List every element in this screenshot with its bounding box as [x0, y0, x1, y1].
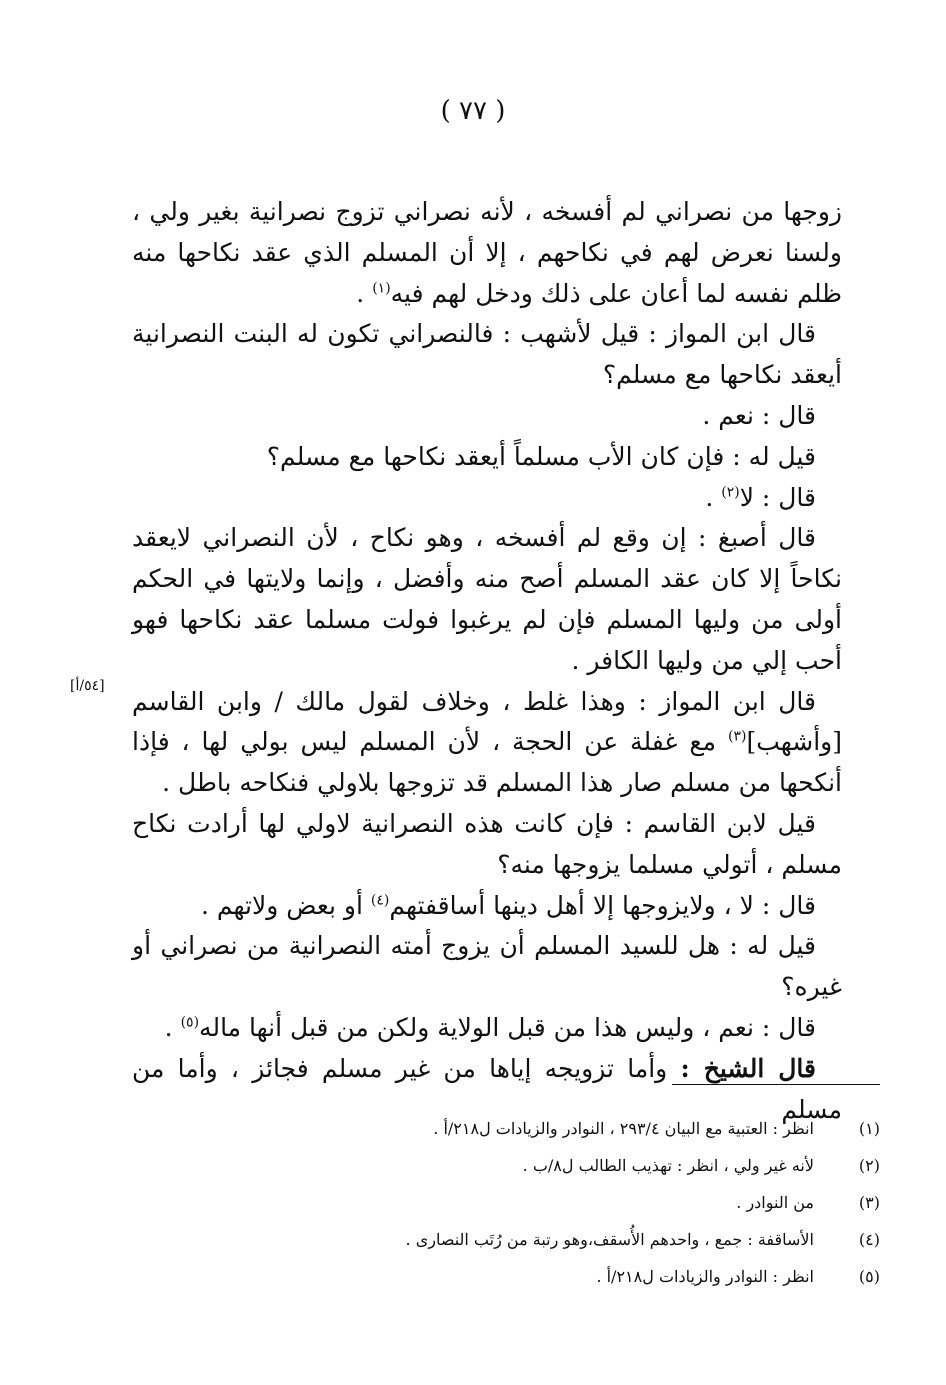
paragraph-text: مع غفلة عن الحجة ، لأن المسلم ليس بولي لها ، فإذا أنكحها من مسلم صار هذا المسلم قد تزوجها بلاولي فنكاحه باطل .	[132, 727, 842, 798]
margin-folio-note: [٥٤/أ]	[70, 678, 105, 694]
footnote-item	[180, 1221, 880, 1258]
paragraph-11	[132, 1008, 842, 1049]
footnote-item	[180, 1110, 880, 1147]
footnote-text: انظر : العتبية مع البيان ٢٩٣/٤ ، النوادر والزيادات ل٢١٨/أ .	[433, 1119, 814, 1138]
paragraph-text: زوجها من نصراني لم أفسخه ، لأنه نصراني تزوج نصرانية بغير ولي ، ولسنا نعرض لهم في نكاحهم ، إلا أن المسلم الذي عقد نكاحها منه ظلم نفسه لما أعان على ذلك ودخل لهم فيه	[132, 197, 842, 308]
footnote-text: انظر : النوادر والزيادات ل٢١٨/أ .	[596, 1267, 814, 1286]
paragraph-2: قال ابن المواز : قيل لأشهب : فالنصراني تكون له البنت النصرانية أيعقد نكاحها مع مسلم؟	[132, 319, 842, 390]
paragraph-9	[132, 886, 842, 927]
paragraph-text: أو بعض ولاتهم .	[201, 890, 371, 920]
paragraph-tail: .	[705, 482, 722, 512]
paragraph-4: قيل له : فإن كان الأب مسلماً أيعقد نكاحها مع مسلم؟	[266, 441, 816, 471]
paragraph-5	[132, 478, 842, 519]
footnote-text: لأنه غير ولي ، انظر : تهذيب الطالب ل٨/ب .	[522, 1156, 814, 1175]
paragraph-10: قيل له : هل للسيد المسلم أن يزوج أمته النصرانية من نصراني أو غيره؟	[132, 931, 842, 1002]
paragraph-1	[132, 192, 842, 314]
footnote-ref[interactable]: (٣)	[727, 729, 747, 746]
paragraph-text: قال : نعم ، وليس هذا من قبل الولاية ولكن من قبل أنها ماله	[199, 1012, 816, 1042]
footnote-text: من النوادر .	[736, 1193, 814, 1212]
paragraph-tail: .	[356, 278, 373, 308]
paragraph-tail: .	[164, 1012, 181, 1042]
footnote-number: (٢)	[858, 1156, 880, 1175]
paragraph-text: قال : لا ، ولايزوجها إلا أهل دينها أساقفتهم	[389, 890, 816, 920]
paragraph-text: قال ابن المواز : وهذا غلط ، وخلاف لقول مالك / وابن القاسم [وأشهب]	[132, 686, 842, 757]
footnote-item	[180, 1258, 880, 1295]
paragraph-text: وأما تزويجه إياها من غير مسلم فجائز ، وأما من مسلم	[132, 1053, 842, 1124]
footnote-item	[180, 1147, 880, 1184]
paragraph-7	[132, 682, 842, 804]
main-text	[132, 192, 842, 1130]
footnote-separator	[672, 1084, 880, 1085]
speaker-label: قال الشيخ :	[680, 1053, 817, 1083]
footnote-number: (٥)	[858, 1267, 880, 1286]
footnotes	[180, 1110, 880, 1295]
footnote-ref[interactable]: (٢)	[721, 484, 740, 501]
footnote-item	[180, 1184, 880, 1221]
paragraph-8: قيل لابن القاسم : فإن كانت هذه النصرانية لاولي لها أرادت نكاح مسلم ، أتولي مسلما يزوجها منه؟	[132, 808, 842, 879]
footnote-text: الأساقفة : جمع ، واحدهم الأُسقف،وهو رتبة من رُتَب النصارى .	[405, 1230, 814, 1249]
footnote-ref[interactable]: (٤)	[370, 892, 390, 909]
page-number: ( ٧٧ )	[440, 96, 506, 126]
paragraph-text: قال : لا	[739, 482, 816, 512]
paragraph-3: قال : نعم .	[702, 400, 816, 430]
footnote-number: (٤)	[858, 1230, 880, 1249]
paragraph-6: قال أصبغ : إن وقع لم أفسخه ، وهو نكاح ، لأن النصراني لايعقد نكاحاً إلا كان عقد المسلم أصح منه وأفضل ، وإنما ولايتها في الحكم أولى من وليها المسلم فإن لم يرغبوا فولت مسلما عقد نكاحها فهو أحب إلي من وليها الكافر .	[132, 523, 842, 675]
footnote-number: (١)	[858, 1119, 880, 1138]
footnote-ref[interactable]: (٥)	[180, 1014, 200, 1031]
footnote-number: (٣)	[858, 1193, 880, 1212]
footnote-ref[interactable]: (١)	[372, 280, 391, 297]
